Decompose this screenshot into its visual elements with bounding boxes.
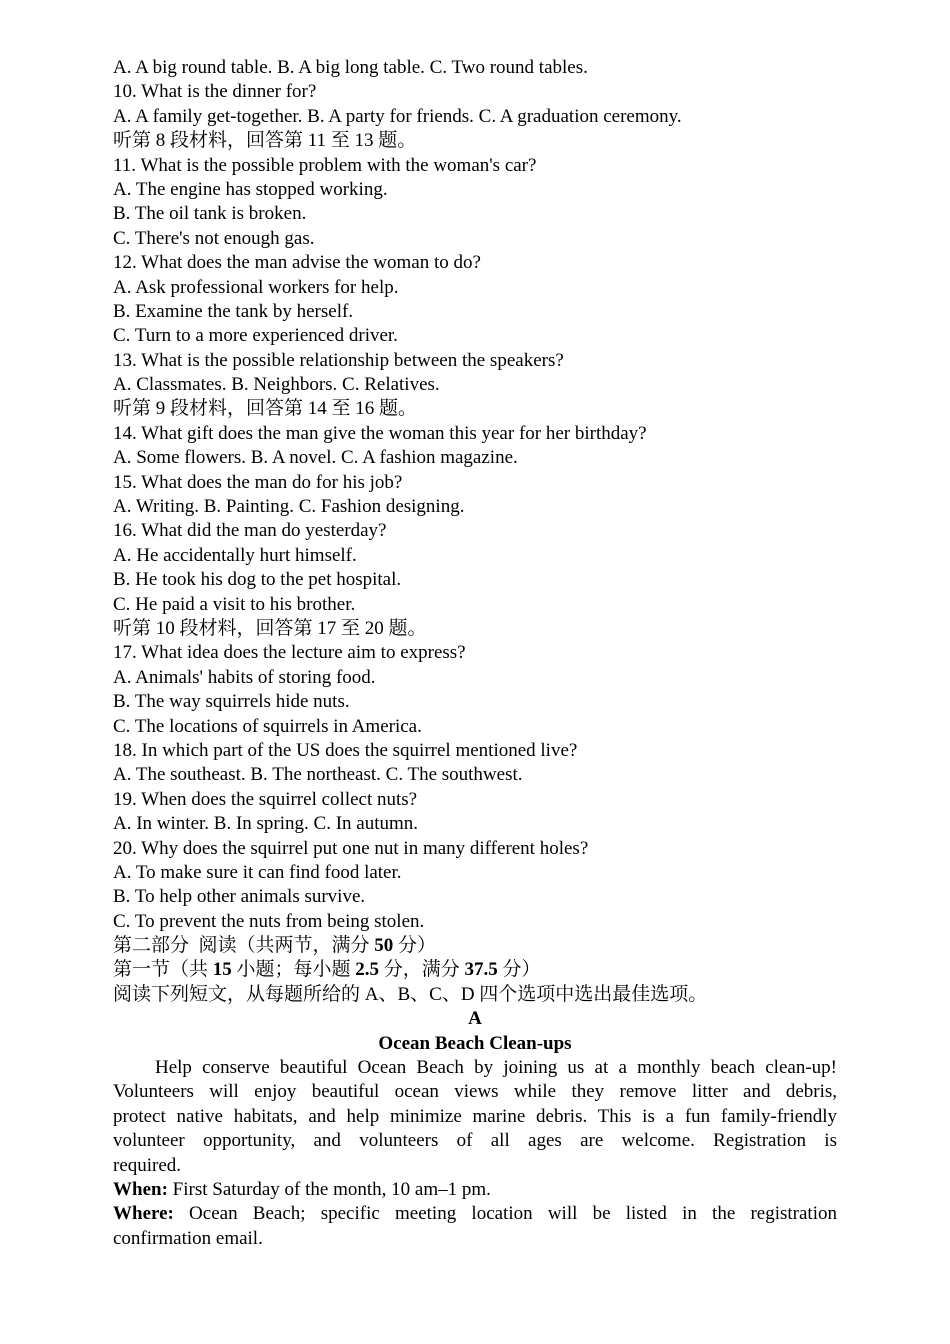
text-line [113,544,837,568]
text-line [113,1227,837,1251]
heading-line [113,1032,837,1056]
text-line [113,251,837,275]
text-span: First Saturday of the month, 10 am–1 pm. [167,1178,491,1200]
text-line [113,690,837,714]
bold-text: 37.5 [464,959,498,981]
text-line [113,617,837,641]
text-span: 12. What does the man advise the woman to do? [113,252,481,274]
heading-line [113,1007,837,1031]
text-span: 20. Why does the squirrel put one nut in many different holes? [113,837,589,859]
text-span: 分，满分 [379,959,465,981]
text-span: Ocean Beach Clean-ups [378,1032,572,1054]
text-line [113,397,837,421]
text-span: A. Writing. B. Painting. C. Fashion designing. [113,496,465,518]
bold-text: Where: [113,1203,174,1225]
text-line [113,422,837,446]
text-span: Volunteers will enjoy beautiful ocean views while they remove litter and debris, [113,1081,837,1103]
text-span: A. To make sure it can find food later. [113,861,402,883]
text-line [113,763,837,787]
text-span: C. He paid a visit to his brother. [113,593,356,615]
text-span: A. Classmates. B. Neighbors. C. Relatives. [113,374,440,396]
text-line [113,1202,837,1226]
text-span: A. The southeast. B. The northeast. C. The southwest. [113,764,523,786]
text-span: protect native habitats, and help minimize marine debris. This is a fun family-friendly [113,1105,837,1127]
text-line [113,568,837,592]
text-span: confirmation email. [113,1227,263,1249]
text-line [113,129,837,153]
text-line [113,837,837,861]
text-line [113,1080,837,1104]
text-line [113,641,837,665]
text-span: Help conserve beautiful Ocean Beach by joining us at a monthly beach clean-up! [155,1057,837,1079]
text-span: A. The engine has stopped working. [113,178,388,200]
text-line [113,324,837,348]
text-span: A. Animals' habits of storing food. [113,666,376,688]
text-line [113,105,837,129]
text-line [113,812,837,836]
text-line [113,983,837,1007]
text-span: 13. What is the possible relationship between the speakers? [113,349,564,371]
text-span: Ocean Beach; specific meeting location will be listed in the registration [173,1203,837,1225]
text-line [113,1178,837,1202]
text-line [113,861,837,885]
text-span: B. Examine the tank by herself. [113,300,354,322]
text-span: 14. What gift does the man give the woman this year for her birthday? [113,422,647,444]
text-line [113,1105,837,1129]
text-line [113,373,837,397]
text-line [113,178,837,202]
text-span: 小题；每小题 [231,959,356,981]
text-line [113,1056,837,1080]
text-line [113,934,837,958]
text-line [113,495,837,519]
text-span: B. The way squirrels hide nuts. [113,691,350,713]
text-span: 16. What did the man do yesterday? [113,520,387,542]
text-line [113,739,837,763]
text-line [113,1154,837,1178]
text-span: 18. In which part of the US does the squirrel mentioned live? [113,739,578,761]
bold-text: 50 [374,935,394,957]
text-line [113,1129,837,1153]
text-span: B. To help other animals survive. [113,886,366,908]
text-line [113,519,837,543]
text-line [113,446,837,470]
text-span: 听第 9 段材料，回答第 14 至 16 题。 [113,398,418,420]
text-line [113,276,837,300]
text-span: 第一节（共 [113,959,213,981]
text-span: 第二部分 阅读（共两节，满分 [113,935,375,957]
text-line [113,471,837,495]
text-line [113,788,837,812]
text-span: A. Some flowers. B. A novel. C. A fashion magazine. [113,447,518,469]
text-line [113,349,837,373]
bold-text: 15 [212,959,232,981]
text-line [113,300,837,324]
text-line [113,666,837,690]
text-span: A. Ask professional workers for help. [113,276,399,298]
text-line [113,910,837,934]
bold-text: When: [113,1178,168,1200]
text-line [113,958,837,982]
text-line [113,202,837,226]
text-span: volunteer opportunity, and volunteers of all ages are welcome. Registration is [113,1130,837,1152]
text-line [113,593,837,617]
text-span: A. A big round table. B. A big long table. C. Two round tables. [113,57,588,78]
text-span: 15. What does the man do for his job? [113,471,403,493]
text-span: A. A family get-together. B. A party for friends. C. A graduation ceremony. [113,105,682,127]
text-span: 11. What is the possible problem with the woman's car? [113,154,537,176]
text-span: A [468,1008,482,1030]
text-span: A. In winter. B. In spring. C. In autumn. [113,813,419,835]
text-line [113,885,837,909]
text-span: 10. What is the dinner for? [113,81,317,103]
text-line [113,80,837,104]
text-line [113,715,837,739]
text-span: B. He took his dog to the pet hospital. [113,569,402,591]
text-span: 听第 8 段材料，回答第 11 至 13 题。 [113,130,417,152]
text-span: 19. When does the squirrel collect nuts? [113,788,418,810]
text-span: A. He accidentally hurt himself. [113,544,357,566]
text-span: B. The oil tank is broken. [113,203,307,225]
text-span: required. [113,1154,182,1176]
text-span: C. The locations of squirrels in America. [113,715,422,737]
text-span: 分） [497,959,541,981]
text-span: 阅读下列短文，从每题所给的 A、B、C、D 四个选项中选出最佳选项。 [113,983,708,1005]
text-span: C. Turn to a more experienced driver. [113,325,398,347]
text-span: C. There's not enough gas. [113,227,315,249]
bold-text: 2.5 [355,959,380,981]
text-line [113,56,837,80]
text-span: C. To prevent the nuts from being stolen. [113,910,425,932]
text-line [113,154,837,178]
text-span: 分） [393,935,437,957]
text-span: 听第 10 段材料，回答第 17 至 20 题。 [113,617,427,639]
document-page [113,56,837,1251]
text-line [113,227,837,251]
text-span: 17. What idea does the lecture aim to express? [113,642,466,664]
